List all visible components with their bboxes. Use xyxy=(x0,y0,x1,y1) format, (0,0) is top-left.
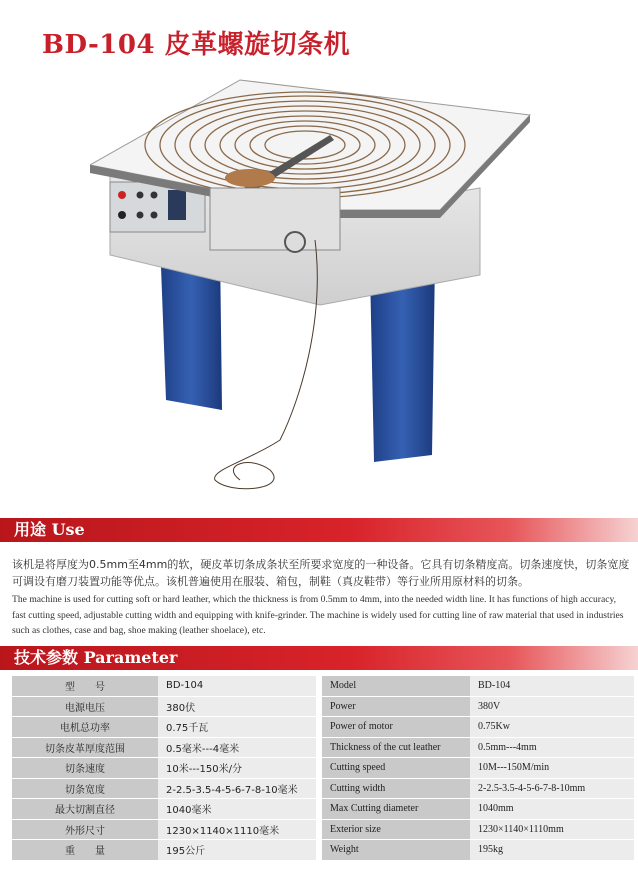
param-label-cn: 型 号 xyxy=(12,676,158,696)
machine-photo xyxy=(90,70,540,510)
cutter-head xyxy=(210,188,340,250)
param-label-cn: 切条速度 xyxy=(12,758,158,779)
param-label-cn: 电源电压 xyxy=(12,696,158,717)
param-value-cn: BD-104 xyxy=(158,676,316,696)
param-label-en: Cutting speed xyxy=(322,758,470,779)
table-row xyxy=(12,819,634,840)
param-value-en: 2-2.5-3.5-4-5-6-7-8-10mm xyxy=(470,778,634,799)
param-value-cn: 10米---150米/分 xyxy=(158,758,316,779)
use-description-en: The machine is used for cutting soft or hard leather, which the thickness is from 0.5mm to 4mm, into the needed width line. It has functions of high accuracy, fast cutting speed, adjustable cutting width and equipping with knife-grinder. The machine is widely used for cutting line of raw material that used in industries such as clothes, case and bag, shoe making (leather shoelace), etc. xyxy=(12,594,624,636)
param-value-cn: 195公斤 xyxy=(158,840,316,861)
table-row xyxy=(12,778,634,799)
parameter-heading: 技术参数 Parameter xyxy=(14,648,178,667)
param-value-en: 1230×1140×1110mm xyxy=(470,819,634,840)
param-value-cn: 0.75千瓦 xyxy=(158,717,316,738)
table-row xyxy=(12,840,634,861)
use-section-header xyxy=(0,518,638,542)
param-value-cn: 2-2.5-3.5-4-5-6-7-8-10毫米 xyxy=(158,778,316,799)
param-value-en: 10M---150M/min xyxy=(470,758,634,779)
param-label-en: Weight xyxy=(322,840,470,861)
param-value-en: 0.5mm---4mm xyxy=(470,737,634,758)
parameter-section-header xyxy=(0,646,638,670)
use-heading: 用途 Use xyxy=(14,520,85,539)
table-row xyxy=(12,696,634,717)
param-value-en: BD-104 xyxy=(470,676,634,696)
table-row xyxy=(12,737,634,758)
param-label-cn: 切条皮革厚度范围 xyxy=(12,737,158,758)
table-row xyxy=(12,717,634,738)
param-value-en: 1040mm xyxy=(470,799,634,820)
parameter-table xyxy=(12,676,634,861)
param-label-cn: 重 量 xyxy=(12,840,158,861)
param-label-cn: 外形尺寸 xyxy=(12,819,158,840)
param-label-en: Max Cutting diameter xyxy=(322,799,470,820)
param-label-en: Model xyxy=(322,676,470,696)
guide-wheel xyxy=(285,232,305,252)
param-value-cn: 1230×1140×1110毫米 xyxy=(158,819,316,840)
param-value-en: 195kg xyxy=(470,840,634,861)
param-label-en: Power of motor xyxy=(322,717,470,738)
table-row xyxy=(12,758,634,779)
param-value-en: 380V xyxy=(470,696,634,717)
table-row xyxy=(12,799,634,820)
param-value-en: 0.75Kw xyxy=(470,717,634,738)
param-label-en: Power xyxy=(322,696,470,717)
param-label-cn: 切条宽度 xyxy=(12,778,158,799)
use-description-cn: 该机是将厚度为0.5mm至4mm的软，硬皮革切条成条状至所要求宽度的一种设备。它具有切条精度高。切条速度快，切条宽度可调设有磨刀装置功能等优点。该机普遍使用在服装、箱包，制鞋（真皮鞋带）等行业所用原材料的切条。 xyxy=(12,558,630,588)
param-value-cn: 0.5毫米---4毫米 xyxy=(158,737,316,758)
param-label-en: Thickness of the cut leather xyxy=(322,737,470,758)
param-label-cn: 电机总功率 xyxy=(12,717,158,738)
param-value-cn: 1040毫米 xyxy=(158,799,316,820)
param-label-cn: 最大切割直径 xyxy=(12,799,158,820)
table-row xyxy=(12,676,634,696)
page-title: BD-104 皮革螺旋切条机 xyxy=(42,30,351,60)
param-label-en: Cutting width xyxy=(322,778,470,799)
param-label-en: Exterior size xyxy=(322,819,470,840)
param-value-cn: 380伏 xyxy=(158,696,316,717)
